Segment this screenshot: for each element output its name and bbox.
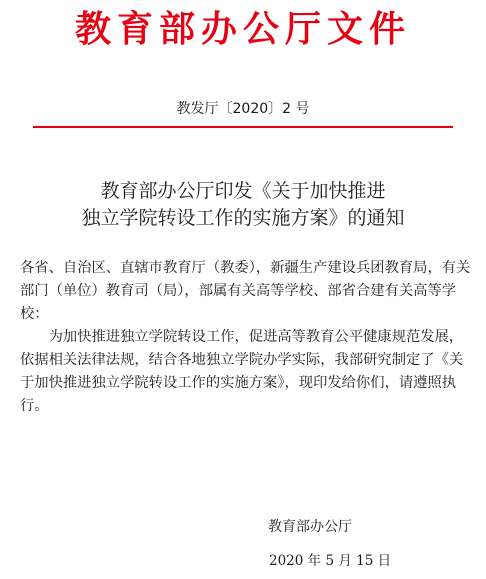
issuing-office: 教育部办公厅 — [268, 519, 352, 535]
notice-title-line-2: 独立学院转设工作的实施方案》的通知 — [81, 207, 405, 229]
notice-title-line-1: 教育部办公厅印发《关于加快推进 — [100, 180, 386, 202]
main-paragraph: 为加快推进独立学院转设工作，促进高等教育公平健康规范发展，依据相关法律法规，结合各地独立学院办学实际，我部研究制定了《关于加快推进独立学院转设工作的实施方案》，现印发给你们，请遵照执行。 — [20, 329, 464, 414]
issue-date: 2020 年 5 月 15 日 — [269, 553, 392, 569]
document-body — [20, 257, 472, 418]
red-divider-line — [33, 126, 453, 128]
document-number: 教发厅〔2020〕2 号 — [176, 101, 310, 117]
notice-title — [20, 178, 466, 232]
document-red-header: 教育部办公厅文件 — [74, 8, 411, 50]
salutation-paragraph: 各省、自治区、直辖市教育厅（教委），新疆生产建设兵团教育局，有关部门（单位）教育司（局），部属有关高等学校、部省合建有关高等学校： — [20, 260, 471, 322]
